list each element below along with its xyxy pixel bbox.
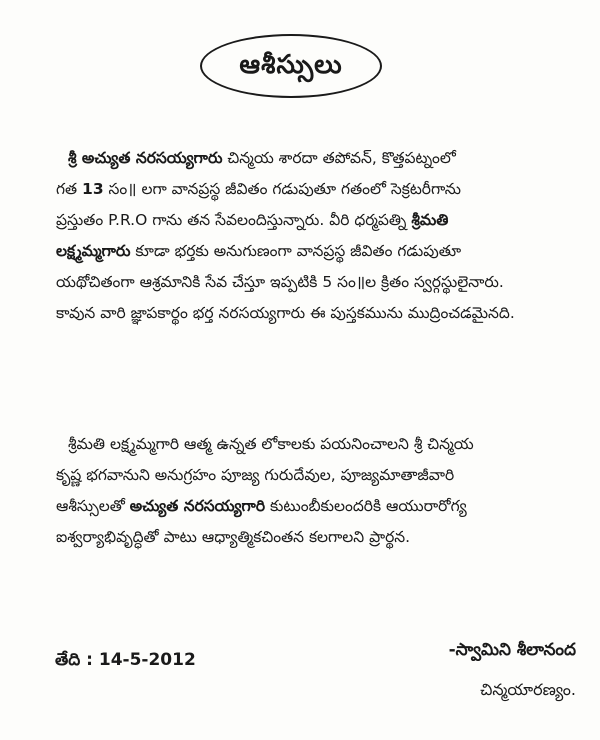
paragraph-1-line-3	[56, 205, 588, 236]
paragraph-1-line-5: యథోచితంగా ఆశ్రమానికి సేవ చేస్తూ ఇప్పటికి 5 సం॥ల క్రితం స్వర్గస్థులైనారు.	[56, 273, 504, 291]
paragraph-1-line-1	[56, 143, 588, 174]
text-span: చిన్మయ శారదా తపోవన్, కొత్తపట్నంలో	[222, 149, 456, 167]
page-title: ఆశీస్సులు	[239, 50, 343, 80]
bold-number: 13	[82, 180, 104, 198]
paragraph-1-line-2	[56, 174, 588, 205]
signature-place: చిన్మయారణ్యం.	[480, 680, 576, 699]
date-label: తేది : 14-5-2012	[55, 650, 196, 670]
bold-name: శ్రీ అచ్యుత నరసయ్యగారు	[68, 149, 223, 167]
text-span: కుటుంబీకులందరికి ఆయురారోగ్య	[265, 497, 467, 515]
bold-name: లక్ష్మమ్మగారు	[56, 242, 131, 260]
paragraph-2-line-1: శ్రీమతి లక్ష్మమ్మగారి ఆత్మ ఉన్నత లోకాలకు పయనించాలని శ్రీ చిన్మయ	[68, 435, 474, 453]
text-span: సం॥ లగా వానప్రస్థ జీవితం గడుపుతూ గతంలో సెక్రటరీగాను	[103, 180, 462, 198]
signature-name: -స్వామిని శీలానంద	[448, 640, 576, 660]
paragraph-2	[56, 429, 588, 553]
bold-name: అచ్యుత నరసయ్యగారి	[129, 497, 266, 515]
text-span: ఆశీస్సులతో	[56, 497, 130, 515]
bold-name: శ్రీమతి	[411, 211, 449, 229]
text-span: కూడా భర్తకు అనుగుణంగా వానప్రస్థ జీవితం గడుపుతూ	[130, 242, 462, 260]
paragraph-1-line-6: కావున వారి జ్ఞాపకార్థం భర్త నరసయ్యగారు ఈ పుస్తకమును ముద్రించడమైనది.	[56, 304, 515, 322]
text-span: ప్రస్తుతం P.R.O గాను తన సేవలందిస్తున్నారు. వీరి ధర్మపత్ని	[56, 211, 412, 229]
paragraph-1	[56, 143, 588, 329]
text-span: గత	[56, 180, 83, 198]
paragraph-2-line-4: ఐశ్వర్యాభివృద్ధితో పాటు ఆధ్యాత్మికచింతన కలగాలని ప్రార్థన.	[56, 528, 411, 546]
paragraph-2-line-2: కృష్ణ భగవానుని అనుగ్రహం పూజ్య గురుదేవుల, పూజ్యమాతాజీవారి	[56, 466, 455, 484]
paragraph-2-line-3	[56, 491, 588, 522]
paragraph-1-line-4	[56, 236, 588, 267]
